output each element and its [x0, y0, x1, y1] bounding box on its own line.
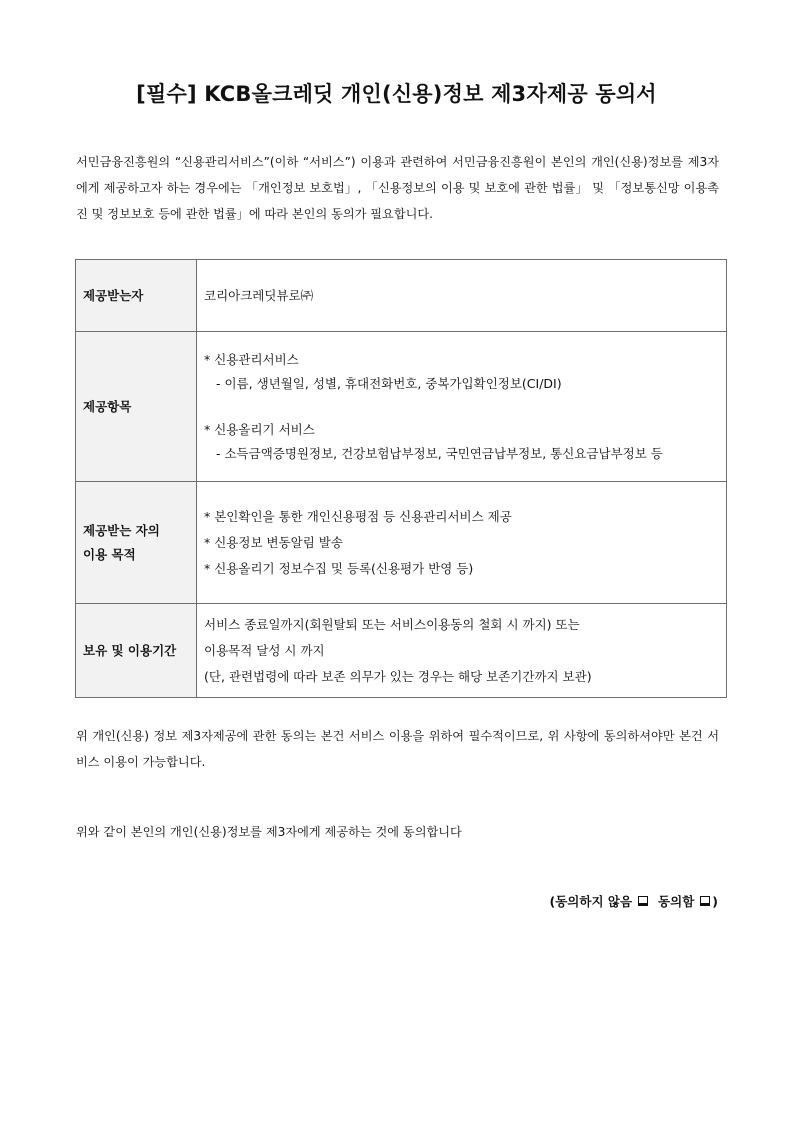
- choice-open-paren: (: [549, 893, 556, 909]
- notice-paragraph: 위 개인(신용) 정보 제3자제공에 관한 동의는 본건 서비스 이용을 위하여 필수적이므로, 위 사항에 동의하셔야만 본건 서비스 이용이 가능합니다.: [76, 729, 719, 769]
- consent-choice: [550, 892, 718, 910]
- table-row-items: [76, 332, 727, 482]
- retention-label: 보유 및 이용기간: [76, 604, 197, 698]
- service1-title: * 신용관리서비스: [204, 351, 299, 367]
- service2-items: - 소득금액증명원정보, 건강보험납부정보, 국민연금납부정보, 통신요금납부정보 등: [216, 445, 663, 461]
- agree-checkbox[interactable]: [700, 896, 710, 906]
- service2-title: * 신용올리기 서비스: [204, 421, 315, 437]
- page-title: [필수] KCB올크레딧 개인(신용)정보 제3자제공 동의서: [136, 82, 657, 106]
- purpose-line: * 신용정보 변동알림 발송: [204, 534, 343, 550]
- purpose-value: [197, 482, 727, 604]
- recipient-label: 제공받는자: [76, 260, 197, 332]
- purpose-label: [76, 482, 197, 604]
- items-value: [197, 332, 727, 482]
- purpose-line: * 본인확인을 통한 개인신용평점 등 신용관리서비스 제공: [204, 508, 512, 524]
- table-row-purpose: [76, 482, 727, 604]
- recipient-name: 코리아크레딧뷰로㈜: [204, 287, 314, 303]
- service1-items: - 이름, 생년월일, 성별, 휴대전화번호, 중복가입확인정보(CI/DI): [216, 375, 562, 391]
- purpose-label-line2: 이용 목적: [83, 546, 136, 562]
- retention-value: [197, 604, 727, 698]
- agreement-statement: 위와 같이 본인의 개인(신용)정보를 제3자에게 제공하는 것에 동의합니다: [76, 825, 462, 839]
- choice-close-paren: ): [712, 893, 718, 909]
- purpose-line: * 신용올리기 정보수집 및 등록(신용평가 반영 등): [204, 560, 474, 576]
- table-row-recipient: [76, 260, 727, 332]
- agree-label: 동의함: [658, 894, 695, 909]
- disagree-label: 동의하지 않음: [555, 894, 633, 909]
- retention-line: (단, 관련법령에 따라 보존 의무가 있는 경우는 해당 보존기간까지 보관): [204, 668, 592, 684]
- retention-line: 서비스 종료일까지(회원탈퇴 또는 서비스이용동의 철회 시 까지) 또는: [204, 616, 580, 632]
- table-row-retention: [76, 604, 727, 698]
- items-spacer: [204, 396, 720, 418]
- items-label: 제공항목: [76, 332, 197, 482]
- recipient-value: [197, 260, 727, 332]
- intro-paragraph: 서민금융진흥원의 “신용관리서비스”(이하 “서비스”) 이용과 관련하여 서민금융진흥원이 본인의 개인(신용)정보를 제3자에게 제공하고자 하는 경우에는 「개인정보 보호법」, 「신용정보의 이용 및 보호에 관한 법률」 및 「정보통신망 이용촉진 및 정보보호 등에 관한 법률」에 따라 본인의 동의가 필요합니다.: [76, 155, 719, 221]
- disagree-checkbox[interactable]: [638, 896, 648, 906]
- consent-table: [75, 259, 727, 698]
- purpose-label-line1: 제공받는 자의: [83, 522, 160, 538]
- retention-line: 이용목적 달성 시 까지: [204, 642, 325, 658]
